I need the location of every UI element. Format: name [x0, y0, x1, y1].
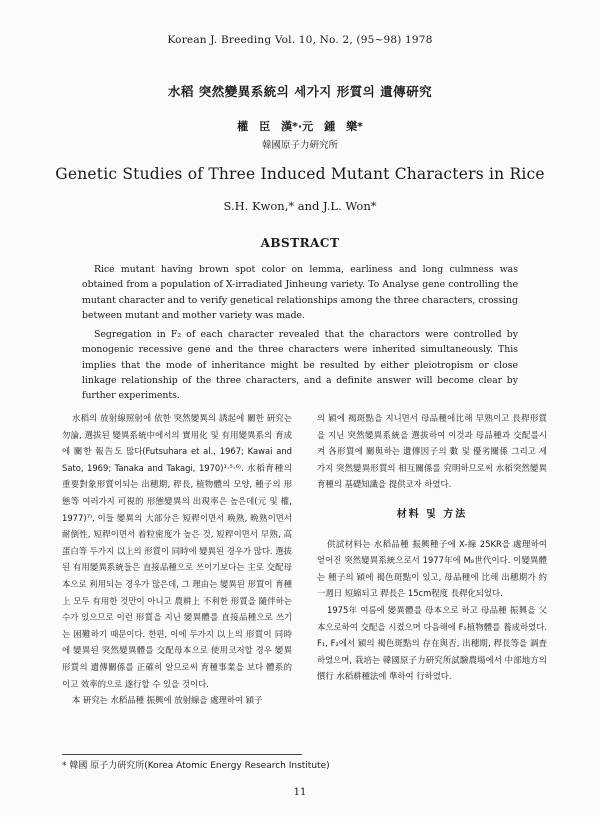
korean-title: 水稻 突然變異系統의 세가지 形質의 遺傳硏究 [167, 84, 433, 99]
journal-header: Korean J. Breeding Vol. 10, No. 2, (95~98) 1978 [167, 34, 433, 46]
methods-paragraph-1: 供試材料는 水稻品種 振興種子에 X-線 25KR을 處理하여 얻어진 突然變異系統으로서 1977年에 M₈世代이다. 이變異體는 種子의 穎에 褐色斑點이 있고, 母品種에 比해 出穗期가 約一週日 短縮되고 稈長은 15cm程度 長稈化되었다. [317, 538, 547, 599]
page-number: 11 [293, 787, 307, 798]
footnote-divider [62, 754, 302, 755]
section-heading-materials-methods: 材料 및 方法 [396, 508, 468, 520]
intro-paragraph-continued: 의 穎에 褐斑點을 지니면서 母品種에比해 早熟이고 長稈形質을 지닌 突然變異系統을 選拔하여 이것과 母品種과 交配를시켜 各形質에 關與하는 遺傳因子의 數 및 優劣關係 그리고 세 가지 突然變異形質의 相互關係를 究明하므로써 水稻突然變異育種의 基礎知識을 提供코자 하였다. [317, 413, 547, 490]
abstract-body [82, 262, 518, 408]
english-authors: S.H. Kwon,* and J.L. Won* [223, 199, 377, 213]
right-column [317, 410, 547, 685]
korean-affiliation: 韓國原子力硏究所 [261, 140, 338, 151]
intro-paragraph-1: 水稻의 放射線照射에 依한 突然變異의 誘起에 關한 硏究는 勿論, 選拔된 變異系統中에서의 實用化 및 有用變異系의 育成에 關한 報告도 많다(Futsuhara et al., 1967; Kawai and Sato, 1969; Tanaka and Takagi, 1970)¹·⁵·⁶⁾. 水稻育種의 重要對象形質이되는 出穗期, 稈長, 植物體의 모양, 種子의 形態等 여러가지 可視的 形態變異의 出現率은 높은데(元 및 權, 1977)⁷⁾, 이들 變異의 大部分은 短稈이면서 晩熟, 晩熟이면서 耐倒性, 短稈이면서 着粒密度가 높은 것, 短稈이면서 早熟, 高蛋白等 두가지 以上의 形質이 同時에 變異된 경우가 많다. 選拔된 有用變異系統들은 直接品種으로 쓰이기보다는 主로 交配母本으로 利用되는 경우가 많은데, 그 理由는 變異된 形質이 育種上 모두 有用한 것만이 아니고 農耕上 不利한 形質을 隨伴하는 수가 있으므로 이런 形質을 지닌 變異體를 直接品種으로 쓰기는 困難하기 때문이다. 한편, 이에 두가지 以上의 形質이 同時에 變異된 突然變異體를 交配母本으로 使用코저할 경우 變異形質의 遺傳關係를 正確히 알므로써 育種事業을 보다 體系的이고 效率的으로 遂行할 수 있을 것이다. [62, 413, 292, 689]
abstract-paragraph-2: Segregation in F₂ of each character revealed that the charactors were controlled by monogenic recessive gene and the three characters were inherited simultaneously. This implies that the mode of inheritance might be resulted by either pleiotropism or close linkage relationship of the three characters, and a definite answer will become clear by further experiments. [82, 329, 518, 402]
intro-paragraph-2: 本 硏究는 水稻品種 振興에 放射線을 處理하여 穎子 [72, 695, 263, 706]
methods-paragraph-2: 1975年 여름에 變異體를 母本으로 하고 母品種 振興을 父本으로하여 交配을 시켰으며 다음해에 F₁植物體를 養成하였다. F₁, F₂에서 穎의 褐色斑點의 存在與否, 出穗期, 稈長等을 調査하였으며, 栽培는 韓國原子力硏究所試驗農場에서 中部地方의 慣行 水稻耕種法에 準하여 行하였다. [317, 604, 547, 682]
footnote: * 韓國 原子力硏究所(Korea Atomic Energy Research Institute) [62, 761, 330, 771]
korean-authors: 權 臣 漢*·元 鍾 樂* [237, 120, 363, 133]
left-column [62, 410, 292, 709]
abstract-heading: ABSTRACT [260, 236, 340, 250]
abstract-paragraph-1: Rice mutant having brown spot color on lemma, earliness and long culmness was obtained from a population of X-irradiated Jinheung variety. To Analyse gene controlling the mutant character and to verify genetical relationships among the three characters, crossing between mutant and mother variety was made. [82, 264, 518, 321]
english-title: Genetic Studies of Three Induced Mutant Characters in Rice [55, 165, 545, 183]
